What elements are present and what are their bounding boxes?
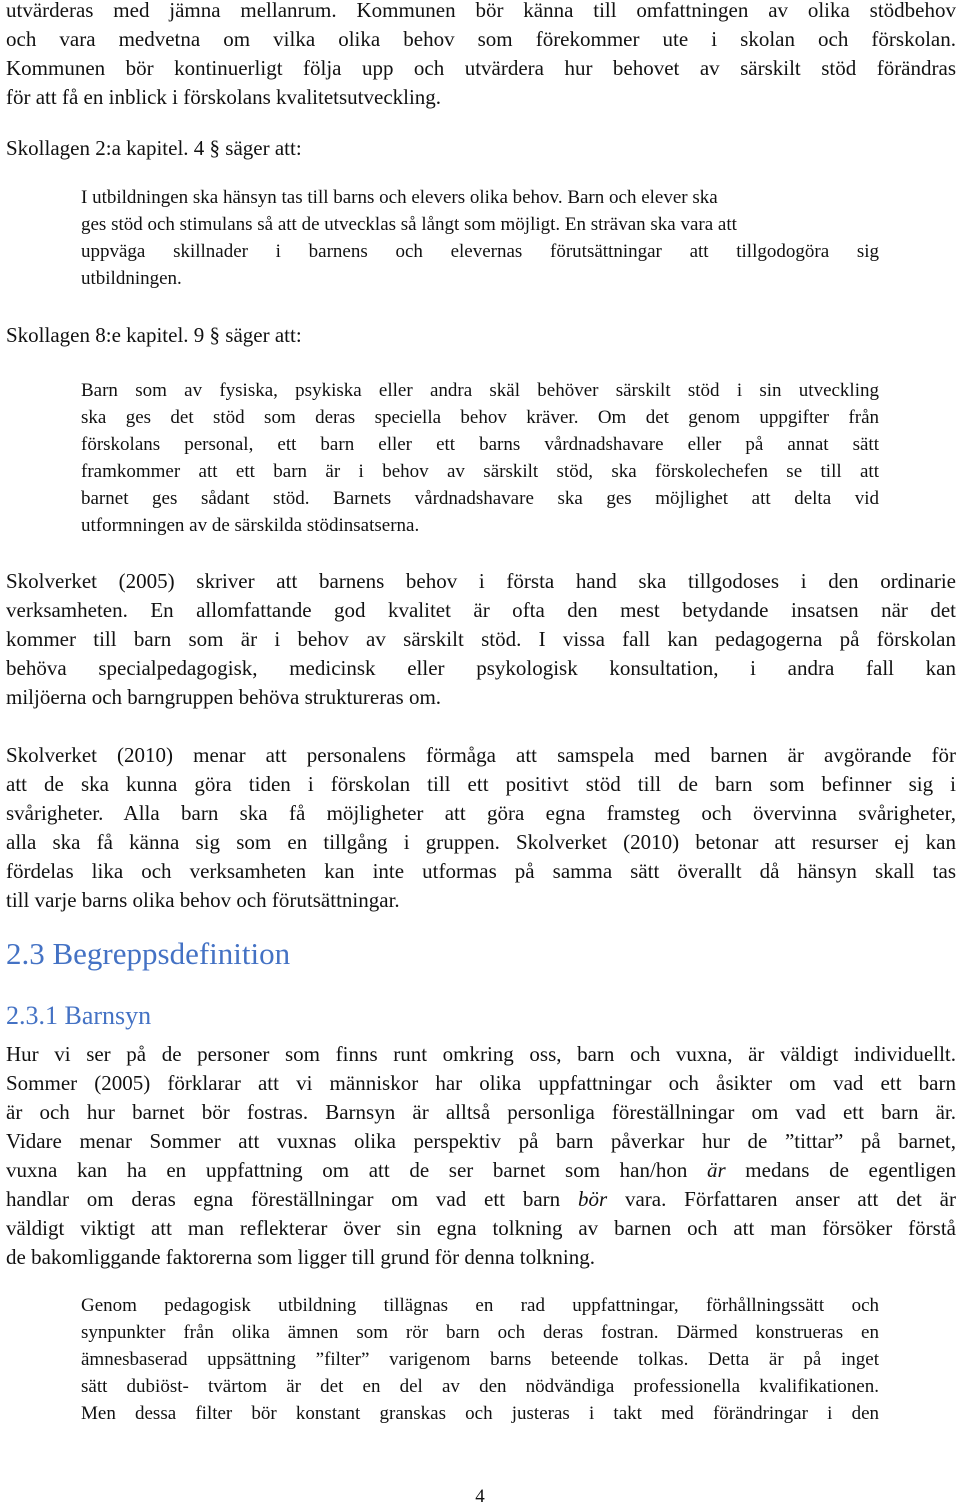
paragraph-line: Vidare menar Sommer att vuxnas olika perspektiv på barn påverkar hur de ”tittar” på barnet, bbox=[6, 1129, 956, 1153]
paragraph-line: till varje barns olika behov och förutsättningar. bbox=[6, 888, 400, 912]
paragraph-line bbox=[6, 1185, 956, 1214]
text-run: handlar om deras egna föreställningar om vad ett barn bbox=[6, 1187, 578, 1211]
paragraph-line: verksamheten. En allomfattande god kvalitet är ofta den mest betydande insatsen när det bbox=[6, 598, 956, 622]
quote-line: Barn som av fysiska, psykiska eller andra skäl behöver särskilt stöd i sin utveckling bbox=[81, 380, 879, 401]
quote-line: sätt dubiöst- tvärtom är det en del av den nödvändiga professionella kvalifikationen. bbox=[81, 1376, 879, 1397]
paragraph-line: Hur vi ser på de personer som finns runt omkring oss, barn och vuxna, är väldigt individuellt. bbox=[6, 1042, 956, 1066]
paragraph-line: är och hur barnet bör fostras. Barnsyn är alltså personliga föreställningar om vad ett barn är. bbox=[6, 1100, 956, 1124]
quote-line: ska ges det stöd som deras speciella behov kräver. Om det genom uppgifter från bbox=[81, 407, 879, 428]
quote-line: synpunkter från olika ämnen som rör barn och deras fostran. Därmed konstrueras en bbox=[81, 1322, 879, 1343]
text-run: medans de egentligen bbox=[725, 1158, 956, 1182]
paragraph-line: Skolverket (2010) menar att personalens förmåga att samspela med barnen är avgörande för bbox=[6, 743, 956, 767]
quote-line: uppväga skillnader i barnens och elevernas förutsättningar att tillgodogöra sig bbox=[81, 241, 879, 262]
quote-line: utformningen av de särskilda stödinsatserna. bbox=[81, 515, 420, 536]
quote-line: förskolans personal, ett barn eller ett barns vårdnadshavare eller på annat sätt bbox=[81, 434, 879, 455]
quote-line: I utbildningen ska hänsyn tas till barns och elevers olika behov. Barn och elever ska bbox=[81, 187, 718, 208]
quote-line: utbildningen. bbox=[81, 268, 182, 289]
quote-line: Men dessa filter bör konstant granskas och justeras i takt med förändringar i den bbox=[81, 1403, 879, 1424]
paragraph-line: väldigt viktigt att man reflekterar över sin egna tolkning av barnen och att man försöker förstå bbox=[6, 1216, 956, 1240]
section-heading: 2.3 Begreppsdefinition bbox=[6, 936, 291, 971]
paragraph-line: alla ska få känna sig som en tillgång i gruppen. Skolverket (2010) betonar att resurser ej kan bbox=[6, 830, 956, 854]
paragraph-line: behöva specialpedagogisk, medicinsk eller psykologisk konsultation, i andra fall kan bbox=[6, 656, 956, 680]
paragraph-line: svårigheter. Alla barn ska få möjligheter att göra egna framsteg och övervinna svårigheter, bbox=[6, 801, 956, 825]
quote-line: ges stöd och stimulans så att de utvecklas så långt som möjligt. En strävan ska vara att bbox=[81, 214, 737, 235]
quote-line: framkommer att ett barn är i behov av särskilt stöd, ska förskolechefen se till att bbox=[81, 461, 879, 482]
paragraph-line: utvärderas med jämna mellanrum. Kommunen bör känna till omfattningen av olika stödbehov bbox=[6, 0, 956, 22]
paragraph-line: Kommunen bör kontinuerligt följa upp och utvärdera hur behovet av särskilt stöd förändras bbox=[6, 56, 956, 80]
text-run: vuxna kan ha en uppfattning om att de ser barnet som han/hon bbox=[6, 1158, 707, 1182]
paragraph-line: de bakomliggande faktorerna som ligger till grund för denna tolkning. bbox=[6, 1245, 596, 1269]
paragraph-line: fördelas lika och verksamheten kan inte utformas på samma sätt överallt då hänsyn skall tas bbox=[6, 859, 956, 883]
page-number: 4 bbox=[475, 1486, 485, 1507]
emphasis-text: bör bbox=[577, 1187, 608, 1211]
quote-line: barnet ges sådant stöd. Barnets vårdnadshavare ska ges möjlighet att delta vid bbox=[81, 488, 879, 509]
subsection-heading: 2.3.1 Barnsyn bbox=[6, 1001, 152, 1030]
paragraph-line bbox=[6, 1156, 956, 1185]
paragraph-line: Skolverket (2005) skriver att barnens behov i första hand ska tillgodoses i den ordinarie bbox=[6, 569, 956, 593]
law-reference-intro: Skollagen 8:e kapitel. 9 § säger att: bbox=[6, 323, 302, 347]
emphasis-text: är bbox=[706, 1158, 726, 1182]
law-reference-intro: Skollagen 2:a kapitel. 4 § säger att: bbox=[6, 136, 302, 160]
paragraph-line: för att få en inblick i förskolans kvalitetsutveckling. bbox=[6, 85, 442, 109]
paragraph-line: Sommer (2005) förklarar att vi människor har olika uppfattningar och åsikter om vad ett barn bbox=[6, 1071, 956, 1095]
quote-line: Genom pedagogisk utbildning tillägnas en rad uppfattningar, förhållningssätt och bbox=[81, 1295, 879, 1316]
paragraph-line: och vara medvetna om vilka olika behov som förekommer ute i skolan och förskolan. bbox=[6, 27, 956, 51]
text-run: vara. Författaren anser att det är bbox=[607, 1187, 956, 1211]
paragraph-line: miljöerna och barngruppen behöva struktureras om. bbox=[6, 685, 442, 709]
quote-line: ämnesbaserad uppsättning ”filter” varigenom barns beteende tolkas. Detta är på inget bbox=[81, 1349, 879, 1370]
paragraph-line: kommer till barn som är i behov av särskilt stöd. I vissa fall kan pedagogerna på förskolan bbox=[6, 627, 956, 651]
paragraph-line: att de ska kunna göra tiden i förskolan till ett positivt stöd till de barn som befinner sig i bbox=[6, 772, 956, 796]
